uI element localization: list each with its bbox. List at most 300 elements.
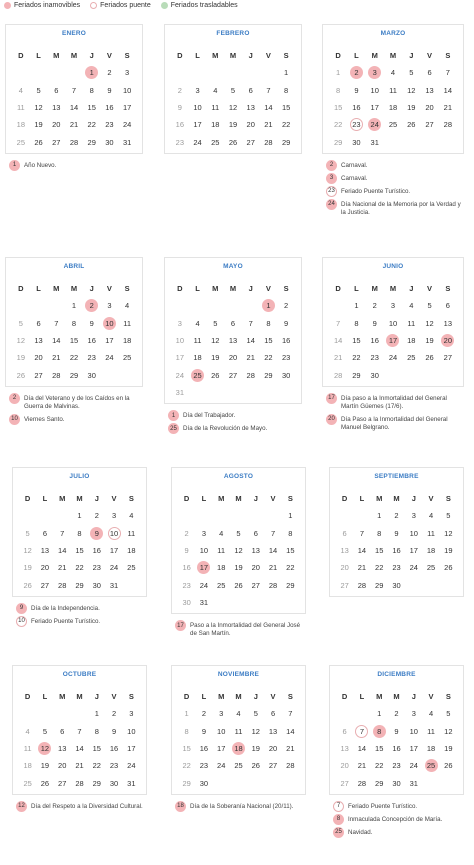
day-cell[interactable] bbox=[247, 740, 264, 757]
day-cell[interactable] bbox=[224, 332, 242, 349]
day-cell[interactable] bbox=[178, 705, 195, 722]
day-cell[interactable] bbox=[171, 116, 189, 133]
day-cell[interactable] bbox=[65, 297, 83, 314]
day-cell[interactable] bbox=[19, 576, 36, 593]
day-cell[interactable] bbox=[36, 757, 53, 774]
day-cell[interactable] bbox=[282, 542, 299, 559]
day-cell[interactable] bbox=[420, 64, 438, 81]
day-cell[interactable] bbox=[247, 705, 264, 722]
day-cell[interactable] bbox=[123, 723, 140, 740]
day-cell[interactable] bbox=[260, 82, 278, 99]
day-cell[interactable] bbox=[439, 116, 457, 133]
day-cell[interactable] bbox=[242, 315, 260, 332]
day-cell[interactable] bbox=[101, 133, 119, 150]
day-cell[interactable] bbox=[118, 82, 136, 99]
day-cell[interactable] bbox=[260, 349, 278, 366]
day-cell[interactable] bbox=[440, 542, 457, 559]
day-cell[interactable] bbox=[123, 757, 140, 774]
day-cell[interactable] bbox=[440, 723, 457, 740]
day-cell[interactable] bbox=[88, 559, 105, 576]
day-cell[interactable] bbox=[388, 559, 405, 576]
day-cell[interactable] bbox=[213, 740, 230, 757]
day-cell[interactable] bbox=[213, 576, 230, 593]
day-cell[interactable] bbox=[65, 349, 83, 366]
day-cell[interactable] bbox=[402, 99, 420, 116]
day-cell[interactable] bbox=[329, 82, 347, 99]
day-cell[interactable] bbox=[384, 297, 402, 314]
day-cell[interactable] bbox=[420, 99, 438, 116]
day-cell[interactable] bbox=[282, 740, 299, 757]
day-cell[interactable] bbox=[439, 315, 457, 332]
day-cell[interactable] bbox=[19, 525, 36, 542]
day-cell[interactable] bbox=[12, 99, 30, 116]
day-cell[interactable] bbox=[347, 349, 365, 366]
day-cell[interactable] bbox=[105, 757, 122, 774]
day-cell[interactable] bbox=[439, 64, 457, 81]
day-cell[interactable] bbox=[329, 99, 347, 116]
day-cell[interactable] bbox=[420, 116, 438, 133]
day-cell[interactable] bbox=[88, 705, 105, 722]
day-cell[interactable] bbox=[101, 315, 119, 332]
day-cell[interactable] bbox=[224, 133, 242, 150]
day-cell[interactable] bbox=[439, 297, 457, 314]
day-cell[interactable] bbox=[230, 525, 247, 542]
day-cell[interactable] bbox=[101, 64, 119, 81]
day-cell[interactable] bbox=[178, 740, 195, 757]
day-cell[interactable] bbox=[405, 757, 422, 774]
day-cell[interactable] bbox=[260, 297, 278, 314]
day-cell[interactable] bbox=[440, 740, 457, 757]
day-cell[interactable] bbox=[282, 723, 299, 740]
day-cell[interactable] bbox=[247, 576, 264, 593]
day-cell[interactable] bbox=[189, 332, 207, 349]
day-cell[interactable] bbox=[19, 774, 36, 791]
day-cell[interactable] bbox=[277, 297, 295, 314]
day-cell[interactable] bbox=[388, 723, 405, 740]
day-cell[interactable] bbox=[347, 116, 365, 133]
day-cell[interactable] bbox=[247, 559, 264, 576]
day-cell[interactable] bbox=[206, 349, 224, 366]
day-cell[interactable] bbox=[420, 332, 438, 349]
day-cell[interactable] bbox=[71, 740, 88, 757]
day-cell[interactable] bbox=[71, 525, 88, 542]
day-cell[interactable] bbox=[384, 332, 402, 349]
day-cell[interactable] bbox=[12, 116, 30, 133]
day-cell[interactable] bbox=[178, 757, 195, 774]
day-cell[interactable] bbox=[277, 366, 295, 383]
day-cell[interactable] bbox=[247, 757, 264, 774]
day-cell[interactable] bbox=[171, 133, 189, 150]
day-cell[interactable] bbox=[336, 542, 353, 559]
day-cell[interactable] bbox=[230, 576, 247, 593]
day-cell[interactable] bbox=[71, 542, 88, 559]
day-cell[interactable] bbox=[371, 559, 388, 576]
day-cell[interactable] bbox=[405, 525, 422, 542]
day-cell[interactable] bbox=[178, 723, 195, 740]
day-cell[interactable] bbox=[405, 723, 422, 740]
day-cell[interactable] bbox=[439, 349, 457, 366]
day-cell[interactable] bbox=[371, 576, 388, 593]
day-cell[interactable] bbox=[384, 82, 402, 99]
day-cell[interactable] bbox=[206, 332, 224, 349]
day-cell[interactable] bbox=[195, 757, 212, 774]
day-cell[interactable] bbox=[213, 723, 230, 740]
day-cell[interactable] bbox=[347, 297, 365, 314]
day-cell[interactable] bbox=[260, 315, 278, 332]
day-cell[interactable] bbox=[47, 332, 65, 349]
day-cell[interactable] bbox=[402, 116, 420, 133]
day-cell[interactable] bbox=[242, 99, 260, 116]
day-cell[interactable] bbox=[123, 705, 140, 722]
day-cell[interactable] bbox=[336, 740, 353, 757]
day-cell[interactable] bbox=[384, 99, 402, 116]
day-cell[interactable] bbox=[336, 525, 353, 542]
day-cell[interactable] bbox=[347, 64, 365, 81]
day-cell[interactable] bbox=[347, 332, 365, 349]
day-cell[interactable] bbox=[282, 576, 299, 593]
day-cell[interactable] bbox=[118, 349, 136, 366]
day-cell[interactable] bbox=[329, 133, 347, 150]
day-cell[interactable] bbox=[30, 315, 48, 332]
day-cell[interactable] bbox=[189, 133, 207, 150]
day-cell[interactable] bbox=[54, 774, 71, 791]
day-cell[interactable] bbox=[88, 723, 105, 740]
day-cell[interactable] bbox=[105, 525, 122, 542]
day-cell[interactable] bbox=[224, 116, 242, 133]
day-cell[interactable] bbox=[118, 116, 136, 133]
day-cell[interactable] bbox=[347, 315, 365, 332]
day-cell[interactable] bbox=[36, 723, 53, 740]
day-cell[interactable] bbox=[36, 559, 53, 576]
day-cell[interactable] bbox=[195, 525, 212, 542]
day-cell[interactable] bbox=[47, 133, 65, 150]
day-cell[interactable] bbox=[264, 559, 281, 576]
day-cell[interactable] bbox=[405, 774, 422, 791]
day-cell[interactable] bbox=[264, 757, 281, 774]
day-cell[interactable] bbox=[366, 64, 384, 81]
day-cell[interactable] bbox=[88, 525, 105, 542]
day-cell[interactable] bbox=[65, 133, 83, 150]
day-cell[interactable] bbox=[242, 349, 260, 366]
day-cell[interactable] bbox=[105, 542, 122, 559]
day-cell[interactable] bbox=[206, 133, 224, 150]
day-cell[interactable] bbox=[264, 705, 281, 722]
day-cell[interactable] bbox=[282, 507, 299, 524]
day-cell[interactable] bbox=[206, 82, 224, 99]
day-cell[interactable] bbox=[388, 740, 405, 757]
day-cell[interactable] bbox=[388, 757, 405, 774]
day-cell[interactable] bbox=[353, 576, 370, 593]
day-cell[interactable] bbox=[118, 99, 136, 116]
day-cell[interactable] bbox=[366, 297, 384, 314]
day-cell[interactable] bbox=[371, 740, 388, 757]
day-cell[interactable] bbox=[230, 740, 247, 757]
day-cell[interactable] bbox=[353, 542, 370, 559]
day-cell[interactable] bbox=[440, 525, 457, 542]
day-cell[interactable] bbox=[189, 366, 207, 383]
day-cell[interactable] bbox=[206, 116, 224, 133]
day-cell[interactable] bbox=[101, 99, 119, 116]
day-cell[interactable] bbox=[178, 559, 195, 576]
day-cell[interactable] bbox=[388, 774, 405, 791]
day-cell[interactable] bbox=[277, 116, 295, 133]
day-cell[interactable] bbox=[260, 99, 278, 116]
day-cell[interactable] bbox=[171, 332, 189, 349]
day-cell[interactable] bbox=[242, 116, 260, 133]
day-cell[interactable] bbox=[384, 116, 402, 133]
day-cell[interactable] bbox=[195, 705, 212, 722]
day-cell[interactable] bbox=[353, 525, 370, 542]
day-cell[interactable] bbox=[83, 315, 101, 332]
day-cell[interactable] bbox=[195, 740, 212, 757]
day-cell[interactable] bbox=[230, 705, 247, 722]
day-cell[interactable] bbox=[19, 723, 36, 740]
day-cell[interactable] bbox=[65, 99, 83, 116]
day-cell[interactable] bbox=[277, 315, 295, 332]
day-cell[interactable] bbox=[242, 133, 260, 150]
day-cell[interactable] bbox=[405, 559, 422, 576]
day-cell[interactable] bbox=[282, 559, 299, 576]
day-cell[interactable] bbox=[83, 99, 101, 116]
day-cell[interactable] bbox=[12, 133, 30, 150]
day-cell[interactable] bbox=[47, 315, 65, 332]
day-cell[interactable] bbox=[440, 559, 457, 576]
day-cell[interactable] bbox=[260, 133, 278, 150]
day-cell[interactable] bbox=[30, 349, 48, 366]
day-cell[interactable] bbox=[19, 740, 36, 757]
day-cell[interactable] bbox=[402, 332, 420, 349]
day-cell[interactable] bbox=[224, 315, 242, 332]
day-cell[interactable] bbox=[71, 774, 88, 791]
day-cell[interactable] bbox=[47, 82, 65, 99]
day-cell[interactable] bbox=[405, 740, 422, 757]
day-cell[interactable] bbox=[178, 525, 195, 542]
day-cell[interactable] bbox=[422, 525, 439, 542]
day-cell[interactable] bbox=[230, 542, 247, 559]
day-cell[interactable] bbox=[336, 559, 353, 576]
day-cell[interactable] bbox=[189, 349, 207, 366]
day-cell[interactable] bbox=[366, 133, 384, 150]
day-cell[interactable] bbox=[353, 740, 370, 757]
day-cell[interactable] bbox=[195, 559, 212, 576]
day-cell[interactable] bbox=[230, 559, 247, 576]
day-cell[interactable] bbox=[36, 576, 53, 593]
day-cell[interactable] bbox=[388, 507, 405, 524]
day-cell[interactable] bbox=[195, 594, 212, 611]
day-cell[interactable] bbox=[388, 576, 405, 593]
day-cell[interactable] bbox=[336, 723, 353, 740]
day-cell[interactable] bbox=[123, 507, 140, 524]
day-cell[interactable] bbox=[178, 542, 195, 559]
day-cell[interactable] bbox=[420, 82, 438, 99]
day-cell[interactable] bbox=[371, 705, 388, 722]
day-cell[interactable] bbox=[440, 757, 457, 774]
day-cell[interactable] bbox=[388, 542, 405, 559]
day-cell[interactable] bbox=[366, 315, 384, 332]
day-cell[interactable] bbox=[230, 723, 247, 740]
day-cell[interactable] bbox=[105, 774, 122, 791]
day-cell[interactable] bbox=[19, 559, 36, 576]
day-cell[interactable] bbox=[83, 297, 101, 314]
day-cell[interactable] bbox=[213, 542, 230, 559]
day-cell[interactable] bbox=[371, 507, 388, 524]
day-cell[interactable] bbox=[83, 133, 101, 150]
day-cell[interactable] bbox=[171, 366, 189, 383]
day-cell[interactable] bbox=[12, 349, 30, 366]
day-cell[interactable] bbox=[336, 757, 353, 774]
day-cell[interactable] bbox=[36, 542, 53, 559]
day-cell[interactable] bbox=[420, 349, 438, 366]
day-cell[interactable] bbox=[402, 349, 420, 366]
day-cell[interactable] bbox=[178, 774, 195, 791]
day-cell[interactable] bbox=[88, 757, 105, 774]
day-cell[interactable] bbox=[282, 705, 299, 722]
day-cell[interactable] bbox=[118, 332, 136, 349]
day-cell[interactable] bbox=[213, 757, 230, 774]
day-cell[interactable] bbox=[105, 507, 122, 524]
day-cell[interactable] bbox=[384, 349, 402, 366]
day-cell[interactable] bbox=[247, 525, 264, 542]
day-cell[interactable] bbox=[171, 99, 189, 116]
day-cell[interactable] bbox=[88, 740, 105, 757]
day-cell[interactable] bbox=[402, 297, 420, 314]
day-cell[interactable] bbox=[282, 525, 299, 542]
day-cell[interactable] bbox=[422, 705, 439, 722]
day-cell[interactable] bbox=[422, 542, 439, 559]
day-cell[interactable] bbox=[54, 525, 71, 542]
day-cell[interactable] bbox=[329, 332, 347, 349]
day-cell[interactable] bbox=[36, 525, 53, 542]
day-cell[interactable] bbox=[247, 723, 264, 740]
day-cell[interactable] bbox=[123, 525, 140, 542]
day-cell[interactable] bbox=[30, 366, 48, 383]
day-cell[interactable] bbox=[371, 525, 388, 542]
day-cell[interactable] bbox=[264, 525, 281, 542]
day-cell[interactable] bbox=[440, 507, 457, 524]
day-cell[interactable] bbox=[206, 366, 224, 383]
day-cell[interactable] bbox=[88, 576, 105, 593]
day-cell[interactable] bbox=[54, 740, 71, 757]
day-cell[interactable] bbox=[329, 366, 347, 383]
day-cell[interactable] bbox=[366, 332, 384, 349]
day-cell[interactable] bbox=[195, 723, 212, 740]
day-cell[interactable] bbox=[371, 757, 388, 774]
day-cell[interactable] bbox=[439, 99, 457, 116]
day-cell[interactable] bbox=[402, 64, 420, 81]
day-cell[interactable] bbox=[118, 64, 136, 81]
day-cell[interactable] bbox=[224, 366, 242, 383]
day-cell[interactable] bbox=[189, 116, 207, 133]
day-cell[interactable] bbox=[405, 705, 422, 722]
day-cell[interactable] bbox=[242, 366, 260, 383]
day-cell[interactable] bbox=[422, 757, 439, 774]
day-cell[interactable] bbox=[353, 723, 370, 740]
day-cell[interactable] bbox=[105, 559, 122, 576]
day-cell[interactable] bbox=[264, 723, 281, 740]
day-cell[interactable] bbox=[171, 82, 189, 99]
day-cell[interactable] bbox=[371, 542, 388, 559]
day-cell[interactable] bbox=[405, 507, 422, 524]
day-cell[interactable] bbox=[83, 366, 101, 383]
day-cell[interactable] bbox=[277, 349, 295, 366]
day-cell[interactable] bbox=[118, 133, 136, 150]
day-cell[interactable] bbox=[213, 525, 230, 542]
day-cell[interactable] bbox=[213, 705, 230, 722]
day-cell[interactable] bbox=[123, 740, 140, 757]
day-cell[interactable] bbox=[30, 133, 48, 150]
day-cell[interactable] bbox=[178, 594, 195, 611]
day-cell[interactable] bbox=[83, 332, 101, 349]
day-cell[interactable] bbox=[224, 82, 242, 99]
day-cell[interactable] bbox=[101, 349, 119, 366]
day-cell[interactable] bbox=[388, 525, 405, 542]
day-cell[interactable] bbox=[260, 366, 278, 383]
day-cell[interactable] bbox=[329, 349, 347, 366]
day-cell[interactable] bbox=[329, 64, 347, 81]
day-cell[interactable] bbox=[277, 82, 295, 99]
day-cell[interactable] bbox=[230, 757, 247, 774]
day-cell[interactable] bbox=[189, 99, 207, 116]
day-cell[interactable] bbox=[420, 297, 438, 314]
day-cell[interactable] bbox=[242, 332, 260, 349]
day-cell[interactable] bbox=[347, 99, 365, 116]
day-cell[interactable] bbox=[277, 99, 295, 116]
day-cell[interactable] bbox=[195, 542, 212, 559]
day-cell[interactable] bbox=[47, 366, 65, 383]
day-cell[interactable] bbox=[206, 315, 224, 332]
day-cell[interactable] bbox=[101, 297, 119, 314]
day-cell[interactable] bbox=[30, 332, 48, 349]
day-cell[interactable] bbox=[65, 315, 83, 332]
day-cell[interactable] bbox=[336, 576, 353, 593]
day-cell[interactable] bbox=[105, 576, 122, 593]
day-cell[interactable] bbox=[178, 576, 195, 593]
day-cell[interactable] bbox=[83, 64, 101, 81]
day-cell[interactable] bbox=[260, 332, 278, 349]
day-cell[interactable] bbox=[123, 559, 140, 576]
day-cell[interactable] bbox=[19, 757, 36, 774]
day-cell[interactable] bbox=[30, 82, 48, 99]
day-cell[interactable] bbox=[247, 542, 264, 559]
day-cell[interactable] bbox=[402, 82, 420, 99]
day-cell[interactable] bbox=[353, 757, 370, 774]
day-cell[interactable] bbox=[36, 774, 53, 791]
day-cell[interactable] bbox=[347, 133, 365, 150]
day-cell[interactable] bbox=[366, 116, 384, 133]
day-cell[interactable] bbox=[54, 576, 71, 593]
day-cell[interactable] bbox=[54, 542, 71, 559]
day-cell[interactable] bbox=[118, 297, 136, 314]
day-cell[interactable] bbox=[88, 542, 105, 559]
day-cell[interactable] bbox=[264, 740, 281, 757]
day-cell[interactable] bbox=[264, 542, 281, 559]
day-cell[interactable] bbox=[83, 349, 101, 366]
day-cell[interactable] bbox=[224, 99, 242, 116]
day-cell[interactable] bbox=[101, 82, 119, 99]
day-cell[interactable] bbox=[347, 82, 365, 99]
day-cell[interactable] bbox=[422, 740, 439, 757]
day-cell[interactable] bbox=[36, 740, 53, 757]
day-cell[interactable] bbox=[83, 82, 101, 99]
day-cell[interactable] bbox=[171, 384, 189, 401]
day-cell[interactable] bbox=[47, 349, 65, 366]
day-cell[interactable] bbox=[101, 332, 119, 349]
day-cell[interactable] bbox=[123, 542, 140, 559]
day-cell[interactable] bbox=[195, 774, 212, 791]
day-cell[interactable] bbox=[65, 366, 83, 383]
day-cell[interactable] bbox=[264, 576, 281, 593]
day-cell[interactable] bbox=[171, 349, 189, 366]
